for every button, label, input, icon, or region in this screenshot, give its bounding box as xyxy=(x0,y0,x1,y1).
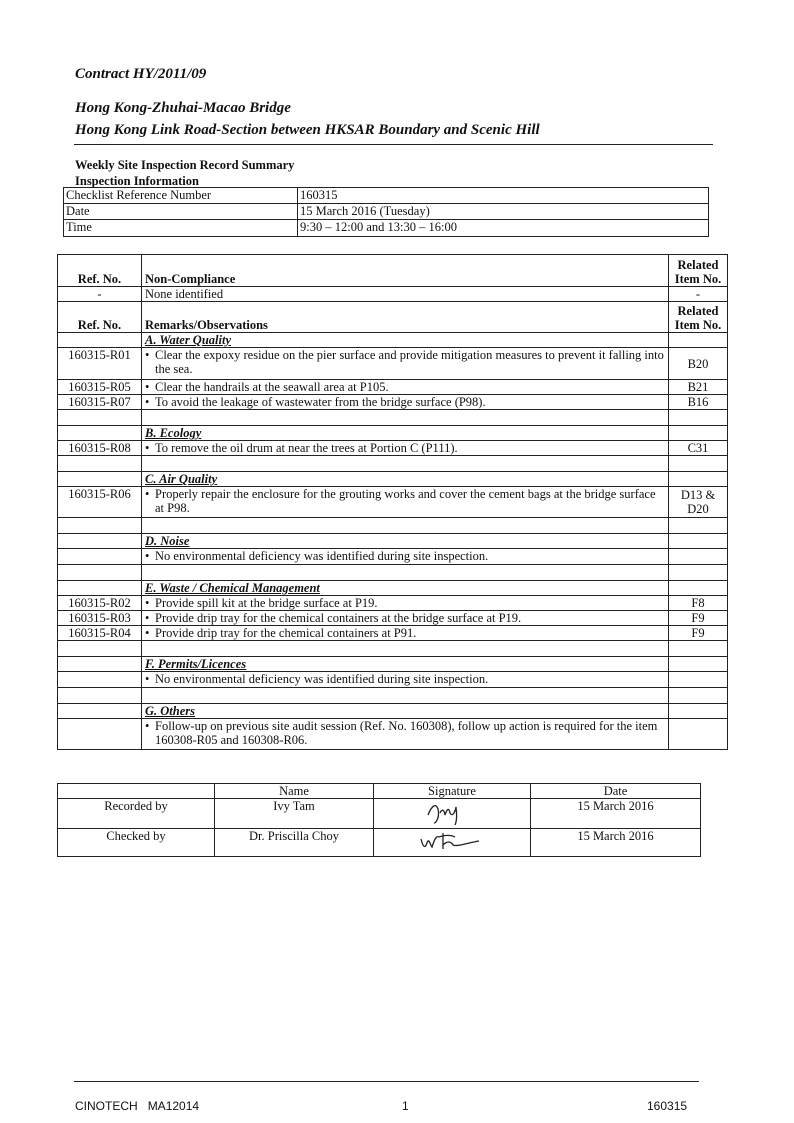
row-item: F9 xyxy=(669,626,728,641)
row-item: B21 xyxy=(669,380,728,395)
row-item: B20 xyxy=(669,348,728,380)
row-text: • To avoid the leakage of wastewater from the bridge surface (P98). xyxy=(145,395,665,409)
row-ref: 160315-R02 xyxy=(58,596,142,611)
sig-role: Checked by xyxy=(58,829,215,857)
section-permits: F. Permits/Licences xyxy=(142,657,669,672)
inspection-label: Time xyxy=(64,220,298,237)
inspection-info-table xyxy=(63,187,709,237)
handwritten-signature-icon xyxy=(422,799,482,825)
signature-image xyxy=(374,799,531,829)
project-title: Hong Kong-Zhuhai-Macao Bridge xyxy=(75,100,291,116)
row-ref: 160315-R01 xyxy=(58,348,142,380)
header-rule xyxy=(74,144,713,145)
row-item: F8 xyxy=(669,596,728,611)
section-others: G. Others xyxy=(142,704,669,719)
sig-role: Recorded by xyxy=(58,799,215,829)
footer-company: CINOTECH MA12014 xyxy=(75,1099,200,1113)
row-ref: 160315-R08 xyxy=(58,441,142,456)
signature-image xyxy=(374,829,531,857)
inspection-label: Checklist Reference Number xyxy=(64,188,298,204)
row-ref: 160315-R03 xyxy=(58,611,142,626)
inspection-label: Date xyxy=(64,204,298,220)
section-waste: E. Waste / Chemical Management xyxy=(142,581,669,596)
row-text: • Follow-up on previous site audit session (Ref. No. 160308), follow up action is required for the item 160308-R05 and 160308-R06. xyxy=(145,719,665,747)
signature-table xyxy=(57,783,701,857)
nc-text: None identified xyxy=(142,287,669,302)
sig-date: 15 March 2016 xyxy=(531,829,701,857)
row-text: • Provide drip tray for the chemical containers at P91. xyxy=(145,626,665,640)
row-text: • No environmental deficiency was identified during site inspection. xyxy=(145,549,665,563)
inspection-value: 15 March 2016 (Tuesday) xyxy=(298,204,709,220)
footer-rule xyxy=(74,1081,699,1082)
row-text: • To remove the oil drum at near the trees at Portion C (P111). xyxy=(145,441,665,455)
row-item: F9 xyxy=(669,611,728,626)
page-number: 1 xyxy=(402,1099,409,1113)
nc-ref: - xyxy=(58,287,142,302)
col-remarks: Remarks/Observations xyxy=(142,302,669,333)
sig-name: Dr. Priscilla Choy xyxy=(215,829,374,857)
row-item: B16 xyxy=(669,395,728,410)
section-ecology: B. Ecology xyxy=(142,426,669,441)
row-item: C31 xyxy=(669,441,728,456)
sig-header-name: Name xyxy=(215,784,374,799)
col-ref-no: Ref. No. xyxy=(58,255,142,287)
row-text: • Properly repair the enclosure for the grouting works and cover the cement bags at the bridge surface at P98. xyxy=(145,487,665,515)
inspection-value: 160315 xyxy=(298,188,709,204)
col-non-compliance: Non-Compliance xyxy=(142,255,669,287)
row-ref: 160315-R07 xyxy=(58,395,142,410)
inspection-title: Inspection Information xyxy=(75,174,199,188)
contract-number: Contract HY/2011/09 xyxy=(75,66,207,82)
section-water-quality: A. Water Quality xyxy=(142,333,669,348)
sig-name: Ivy Tam xyxy=(215,799,374,829)
section-air-quality: C. Air Quality xyxy=(142,472,669,487)
sig-header-date: Date xyxy=(531,784,701,799)
sig-header-signature: Signature xyxy=(374,784,531,799)
row-ref: 160315-R04 xyxy=(58,626,142,641)
row-text: • Clear the handrails at the seawall area at P105. xyxy=(145,380,665,394)
section-noise: D. Noise xyxy=(142,534,669,549)
col-related-item: Related Item No. xyxy=(669,255,728,287)
summary-title: Weekly Site Inspection Record Summary xyxy=(75,158,295,172)
footer-ref: 160315 xyxy=(647,1099,688,1113)
col-ref-no: Ref. No. xyxy=(58,302,142,333)
project-section: Hong Kong Link Road-Section between HKSAR Boundary and Scenic Hill xyxy=(75,122,540,138)
row-ref: 160315-R06 xyxy=(58,487,142,518)
row-text: • No environmental deficiency was identified during site inspection. xyxy=(145,672,665,686)
sig-date: 15 March 2016 xyxy=(531,799,701,829)
handwritten-signature-icon xyxy=(417,829,487,853)
row-item: D13 & D20 xyxy=(669,487,728,518)
row-ref: 160315-R05 xyxy=(58,380,142,395)
inspection-value: 9:30 – 12:00 and 13:30 – 16:00 xyxy=(298,220,709,237)
col-related-item: Related Item No. xyxy=(669,302,728,333)
row-text: • Clear the expoxy residue on the pier surface and provide mitigation measures to prevent it falling into the sea. xyxy=(145,348,665,376)
row-text: • Provide drip tray for the chemical containers at the bridge surface at P19. xyxy=(145,611,665,625)
findings-table xyxy=(57,254,728,750)
row-text: • Provide spill kit at the bridge surface at P19. xyxy=(145,596,665,610)
nc-item: - xyxy=(669,287,728,302)
